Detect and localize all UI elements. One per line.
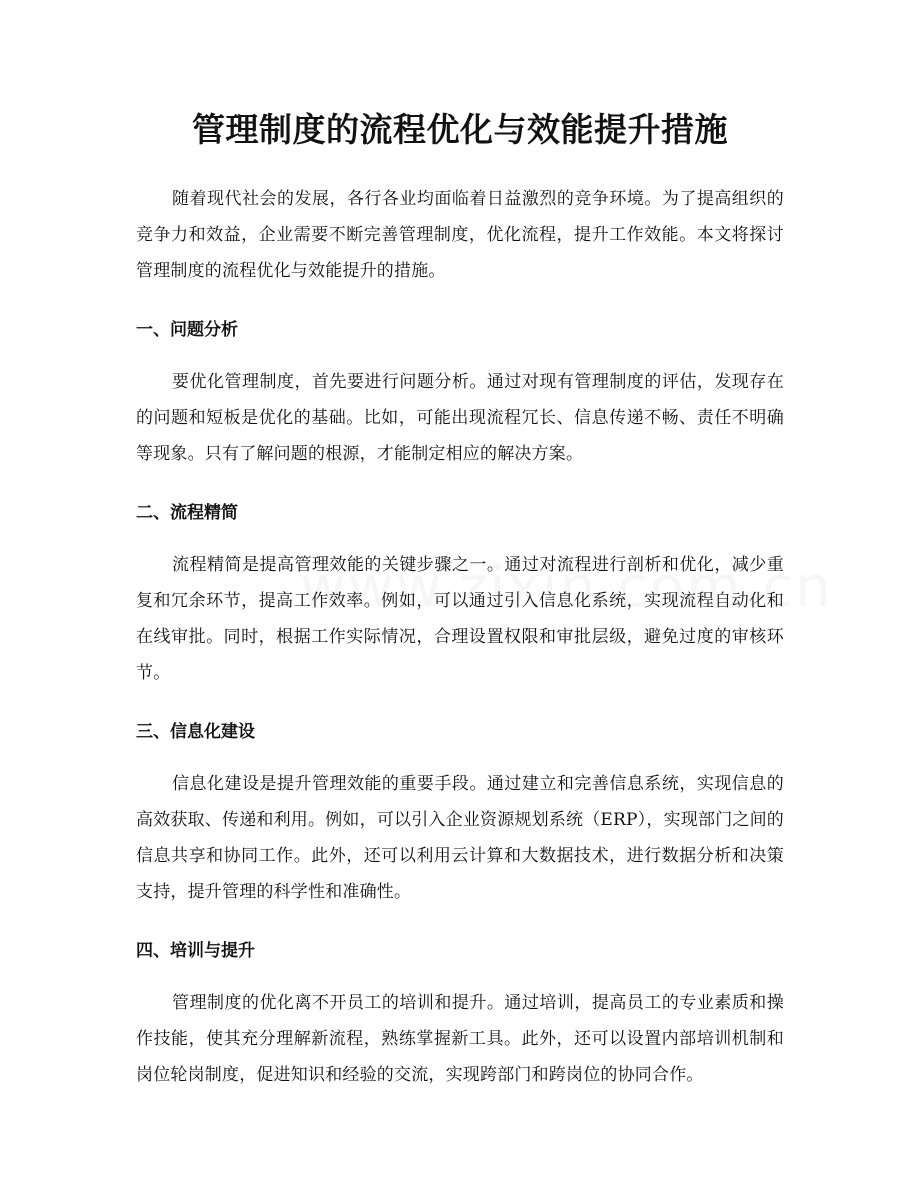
document-body bbox=[136, 181, 784, 1093]
section-paragraph: 管理制度的优化离不开员工的培训和提升。通过培训，提高员工的专业素质和操作技能，使其充分理解新流程，熟练掌握新工具。此外，还可以设置内部培训机制和岗位轮岗制度，促进知识和经验的交流，实现跨部门和跨岗位的协同合作。 bbox=[136, 993, 784, 1085]
section-heading: 四、培训与提升 bbox=[136, 941, 255, 961]
document-title: 管理制度的流程优化与效能提升措施 bbox=[192, 110, 728, 149]
section-training bbox=[136, 933, 784, 1093]
section-heading: 二、流程精简 bbox=[136, 503, 238, 523]
intro-paragraph: 随着现代社会的发展，各行各业均面临着日益激烈的竞争环境。为了提高组织的竞争力和效益，企业需要不断完善管理制度，优化流程，提升工作效能。本文将探讨管理制度的流程优化与效能提升的措施。 bbox=[136, 189, 784, 281]
section-paragraph: 要优化管理制度，首先要进行问题分析。通过对现有管理制度的评估，发现存在的问题和短板是优化的基础。比如，可能出现流程冗长、信息传递不畅、责任不明确等现象。只有了解问题的根源，才能制定相应的解决方案。 bbox=[136, 372, 784, 464]
section-problem-analysis bbox=[136, 312, 784, 472]
section-paragraph: 流程精简是提高管理效能的关键步骤之一。通过对流程进行剖析和优化，减少重复和冗余环节，提高工作效率。例如，可以通过引入信息化系统，实现流程自动化和在线审批。同时，根据工作实际情况，合理设置权限和审批层级，避免过度的审核环节。 bbox=[136, 555, 784, 683]
section-paragraph: 信息化建设是提升管理效能的重要手段。通过建立和完善信息系统，实现信息的高效获取、传递和利用。例如，可以引入企业资源规划系统（ERP），实现部门之间的信息共享和协同工作。此外，还可以利用云计算和大数据技术，进行数据分析和决策支持，提升管理的科学性和准确性。 bbox=[136, 774, 784, 902]
section-heading: 三、信息化建设 bbox=[136, 722, 255, 742]
section-heading: 一、问题分析 bbox=[136, 320, 238, 340]
section-process-streamlining bbox=[136, 495, 784, 691]
section-informatization bbox=[136, 714, 784, 910]
